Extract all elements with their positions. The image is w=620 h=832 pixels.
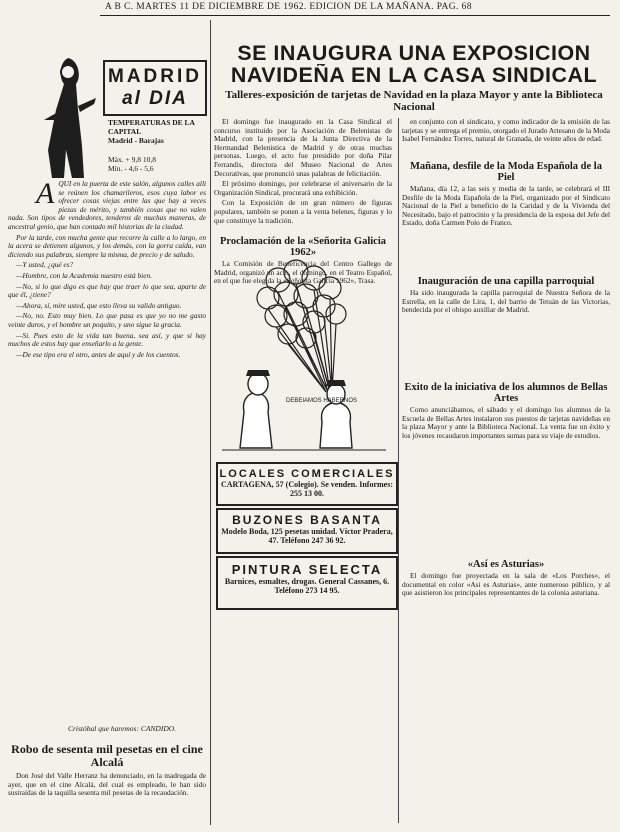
capilla-text: Ha sido inaugurada la capilla parroquial de Nuestra Señora de la Estrella, en la calle de Lira, 1, del barrio de Tetuán de las Victorias, bendecida por el obispo auxiliar de Madrid. bbox=[402, 289, 610, 315]
logo-al-dia: al DIA bbox=[122, 88, 188, 109]
column-divider bbox=[398, 118, 399, 823]
ad-pintura bbox=[216, 556, 398, 610]
galicia-text: La Comisión de Beneficencia del Centro Gallego de Madrid, organizó un acto, el domingo, en el Teatro Español, en el que fue elegida la «Señorita Galicia 1962», Trasa. bbox=[214, 260, 392, 286]
right-column bbox=[402, 118, 610, 632]
ad-buzones-text: Modelo Boda, 125 pesetas unidad. Víctor Pradera, 47. Teléfono 247 36 92. bbox=[221, 527, 393, 545]
ad-locales bbox=[216, 462, 398, 506]
asturias-text: El domingo fue proyectada en la sala de «Los Porches», el documental en color «Así es Asturias», ante numeroso público, y al que asistieron los principales representantes de la colonia asturiana. bbox=[402, 572, 610, 598]
ad-locales-text: CARTAGENA, 57 (Colegio). Se venden. Informes: 255 13 00. bbox=[220, 480, 393, 498]
cartoon bbox=[216, 252, 392, 457]
temperatures-min: Mín. - 4,6 - 5,6 bbox=[108, 164, 154, 173]
temperatures-box bbox=[108, 118, 206, 173]
headline-line2: NAVIDEÑA EN LA CASA SINDICAL bbox=[230, 64, 598, 87]
chronicle-paragraph: —Ahora, sí, mire usted, que esto lleva su valido antiguo. bbox=[16, 300, 182, 310]
chronicle-text bbox=[8, 180, 206, 705]
running-head: A B C. MARTES 11 DE DICIEMBRE DE 1962. EDICION DE LA MAÑANA. PAG. 68 bbox=[105, 2, 472, 12]
ad-locales-title: LOCALES COMERCIALES bbox=[219, 468, 395, 480]
chronicle-paragraph: QUI en la puerta de este salón, algunos calles allí se reúnen los chamarileros, esos cuya labor es ofrecer cosas viejas entre las que hay a veces piezas de mérito, y también cosas que no valen nada. Son tipos de vendedores, tenderos de muchas maneras, de ancestral genio, que han contado mil historias de la ciudad. bbox=[8, 180, 206, 231]
column-divider bbox=[210, 20, 211, 825]
chronicle-paragraph: —No, si lo que digo es que hay que traer lo que sea, aparte de que él, ¿tiene? bbox=[8, 281, 206, 300]
chronicle-paragraph: Por la tarde, con mucha gente que recorre la calle a lo largo, en la acera se detienen algunos, y los demás, con la gorra caída, van diciendo sus palabras, siempre la misma, de precio y de saludo. bbox=[8, 232, 206, 259]
headline-deck: Talleres-exposición de tarjetas de Navidad en la plaza Mayor y ante la Biblioteca Nacional bbox=[225, 89, 603, 113]
bellas-artes-text: Como anunciábamos, el sábado y el domingo los alumnos de la Escuela de Bellas Artes instalaron sus puestos de tarjetas navideñas en la plaza Mayor y ante la Biblioteca Nacional. La venta fue un éxito y los jóvenes recaudaron importantes sumas para su viaje de estudios. bbox=[402, 406, 610, 440]
ad-buzones-title: BUZONES BASANTA bbox=[232, 513, 382, 527]
chronicle-paragraph: —Hombre, con la Academia nuestro está bien. bbox=[16, 270, 152, 280]
logo-madrid: MADRID bbox=[108, 66, 202, 87]
cartoon-caption: DEBEIAMOS HABERNOS bbox=[286, 398, 358, 404]
exposicion-paragraph: El domingo fue inaugurado en la Casa Sindical el concurso instituido por la Asociación de Belenistas de Madrid, con la presencia de la Junta Directiva de la Hermandad Belenística de Madrid y de otras muchas personas. Luego, el acto fue presidido por doña Pilar Ferrandis, directora del Museo Nacional de Artes Decorativas, que pronunció unas palabras de felicitación. bbox=[214, 118, 392, 178]
asturias-headline: «Así es Asturias» bbox=[467, 559, 545, 570]
madrid-al-dia-logo bbox=[103, 60, 207, 116]
exposicion-paragraph: Con la Exposición de un gran número de figuras populares, también se ponen a la venta belenes, figuras y lo que constituye la tradición. bbox=[214, 198, 392, 225]
robo-article bbox=[8, 740, 206, 832]
exposicion-text bbox=[214, 118, 392, 233]
robo-text: Don José del Valle Herranz ha denunciado, en la madrugada de ayer, que en el cine Alcalá, del cual es empleado, le han sido sustraídas de la taquilla sesenta mil pesetas de la recaudación. bbox=[8, 772, 206, 798]
robo-headline: Robo de sesenta mil pesetas en el cine Alcalá bbox=[11, 742, 203, 769]
galicia-headline: Proclamación de la «Señorita Galicia 1962» bbox=[219, 236, 387, 258]
header-rule bbox=[100, 15, 610, 16]
ad-pintura-title: PINTURA SELECTA bbox=[231, 562, 383, 577]
chronicle-paragraph: —Y usted, ¿qué es? bbox=[16, 260, 74, 270]
temperatures-max: Máx. + 9,8 10,8 bbox=[108, 155, 156, 164]
chamarilero-illustration bbox=[38, 50, 100, 182]
right-top-text: en conjunto con el sindicato, y como indicador de la emisión de las tarjetas y se entrega el premio, otorgado el Jurado Artesano de la Moda Isabel Fernández Torres, natural de Granada, de veinte años de edad. bbox=[402, 118, 610, 144]
chronicle-signature: Cristóbal que haremos: CANDIDO. bbox=[68, 724, 177, 733]
temperatures-subtitle: Madrid - Barajas bbox=[108, 136, 164, 145]
temperatures-title: TEMPERATURAS DE LA CAPITAL bbox=[108, 118, 195, 136]
main-headline-block bbox=[214, 43, 614, 113]
left-column bbox=[8, 20, 208, 825]
exposicion-paragraph: El próximo domingo, por celebrarse el aniversario de la Organización Sindical, procurará una exhibición. bbox=[214, 179, 392, 197]
chronicle-paragraph: —De ese tipo era el otro, antes de aquí y de los cuentos. bbox=[16, 349, 181, 359]
chronicle-paragraph: —No, no. Esto muy bien. Lo que pasa es que yo no me gasto veinte duros, y el hombre un poquito, y uno sigue la gracia. bbox=[8, 311, 206, 329]
ad-buzones bbox=[216, 508, 398, 554]
moda-headline: Mañana, desfile de la Moda Española de la Piel bbox=[410, 161, 602, 183]
capilla-headline: Inauguración de una capilla parroquial bbox=[417, 276, 595, 287]
balloon-cartoon-drawing bbox=[216, 252, 392, 457]
headline-line1: SE INAUGURA UNA EXPOSICION bbox=[237, 42, 591, 65]
drop-cap: A bbox=[36, 180, 55, 210]
bellas-artes-headline: Exito de la iniciativa de los alumnos de Bellas Artes bbox=[404, 382, 608, 404]
moda-text: Mañana, día 12, a las seis y media de la tarde, se celebrará el III Desfile de la Moda Española de la Piel, organizado por el Sindicato Nacional de la Piel a beneficio de la Caridad y de la Vivienda del Necesitado, bajo el patrocinio y la presidencia de la esposa del Jefe del Estado, doña Carmen Polo de Franco. bbox=[402, 185, 610, 228]
chronicle-paragraph: —Si. Pues esto de la vida tan buena, sea así, y que si hay muchos de estos hay que enseñarlo a la gente. bbox=[8, 330, 206, 349]
ad-pintura-text: Barnices, esmaltes, drogas. General Cassanes, 6. Teléfono 273 14 95. bbox=[224, 577, 390, 595]
